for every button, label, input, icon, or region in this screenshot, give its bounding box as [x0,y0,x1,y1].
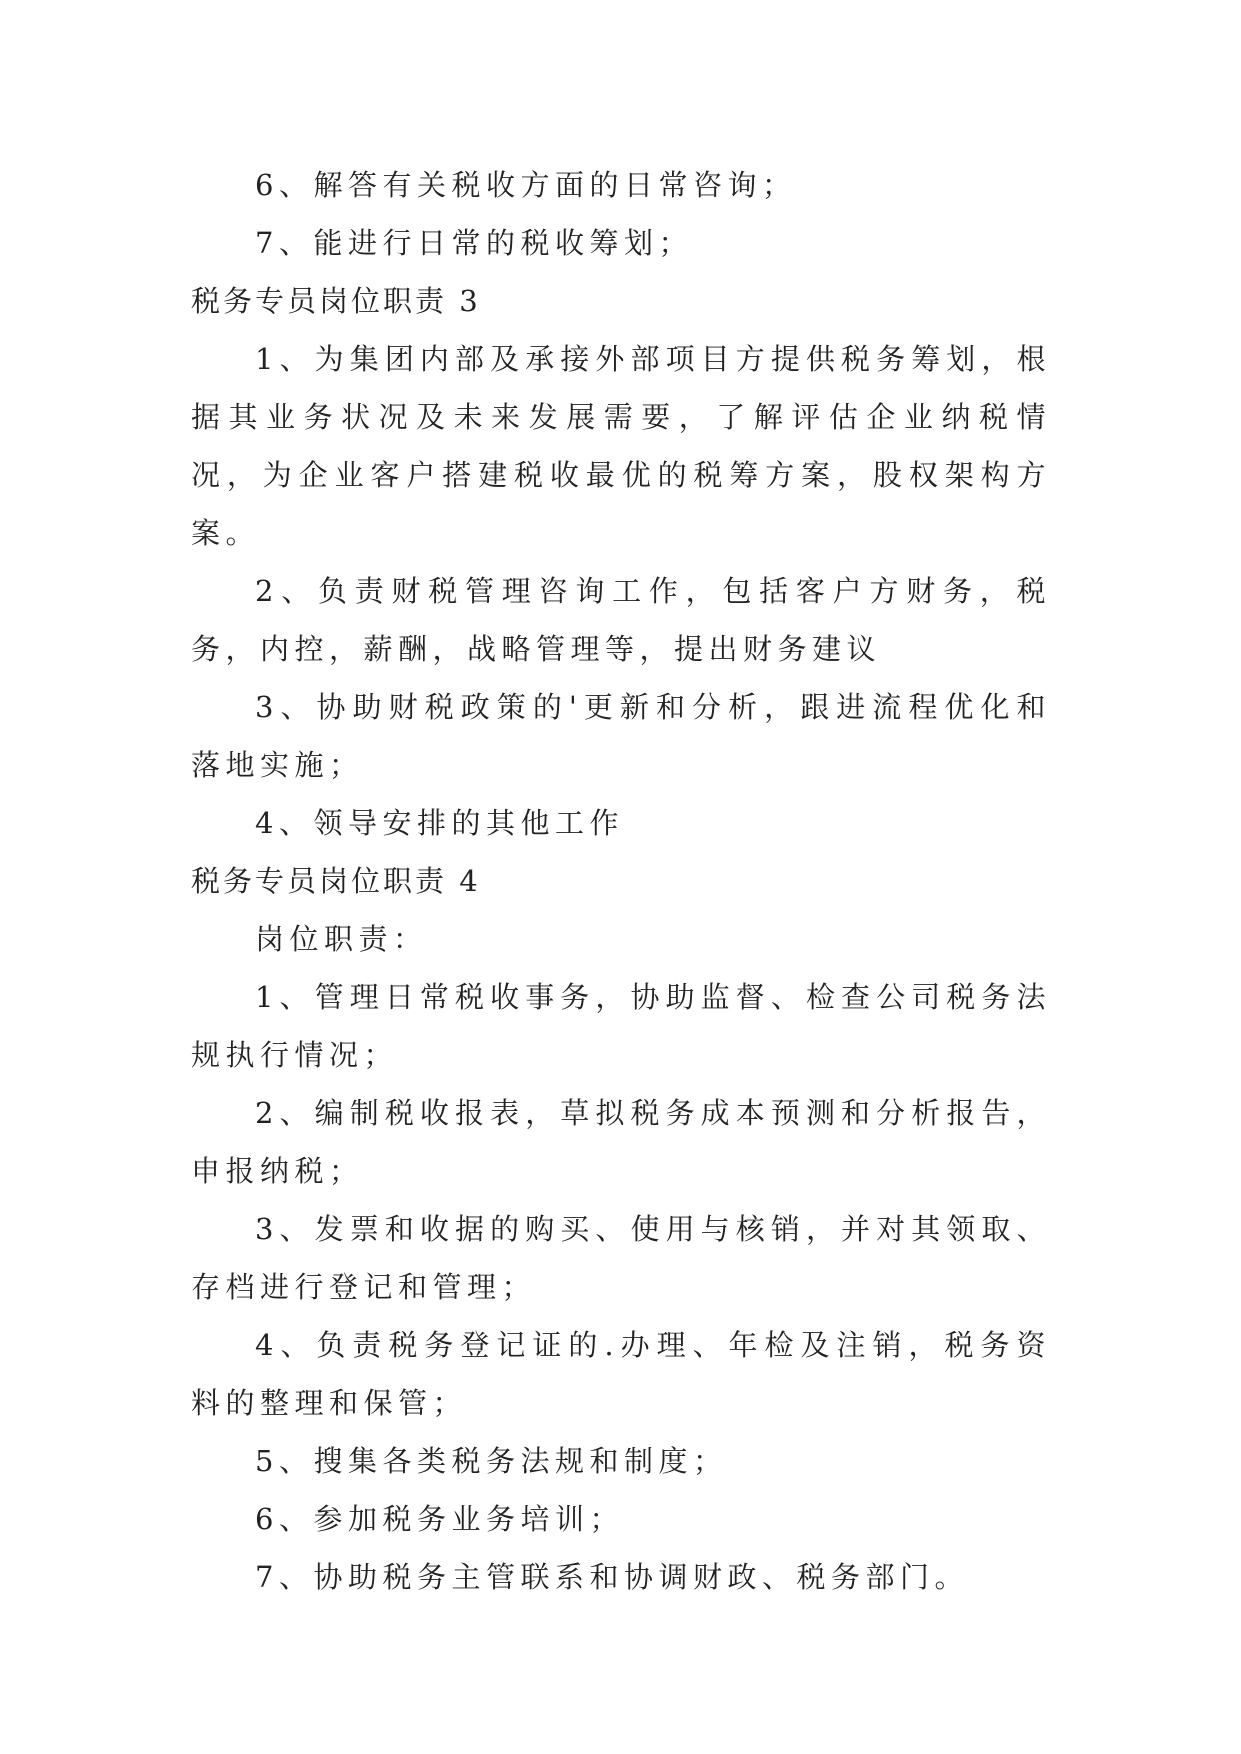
paragraph: 3、发票和收据的购买、使用与核销，并对其领取、存档进行登记和管理； [191,1212,1051,1304]
paragraph: 3、协助财税政策的'更新和分析，跟进流程优化和落地实施； [191,690,1051,782]
paragraph: 5、搜集各类税务法规和制度； [255,1444,728,1478]
paragraph: 岗位职责： [255,922,428,956]
paragraph: 2、编制税收报表，草拟税务成本预测和分析报告，申报纳税； [191,1096,1051,1188]
paragraph: 1、为集团内部及承接外部项目方提供税务筹划，根据其业务状况及未来发展需要，了解评估企业纳税情况，为企业客户搭建税收最优的税筹方案，股权架构方案。 [191,342,1051,550]
paragraph: 2、负责财税管理咨询工作，包括客户方财务，税务，内控，薪酬，战略管理等，提出财务建议 [191,574,1051,666]
paragraph: 4、负责税务登记证的.办理、年检及注销，税务资料的整理和保管； [191,1328,1051,1420]
paragraph: 7、协助税务主管联系和协调财政、税务部门。 [255,1560,969,1594]
paragraph: 4、领导安排的其他工作 [255,806,624,840]
section-heading: 税务专员岗位职责 4 [191,864,481,898]
paragraph: 6、解答有关税收方面的日常咨询； [255,168,797,202]
paragraph: 6、参加税务业务培训； [255,1502,624,1536]
paragraph: 1、管理日常税收事务，协助监督、检查公司税务法规执行情况； [191,980,1051,1072]
section-heading: 税务专员岗位职责 3 [191,284,481,318]
paragraph: 7、能进行日常的税收筹划； [255,226,693,260]
document-body [191,156,1051,1606]
